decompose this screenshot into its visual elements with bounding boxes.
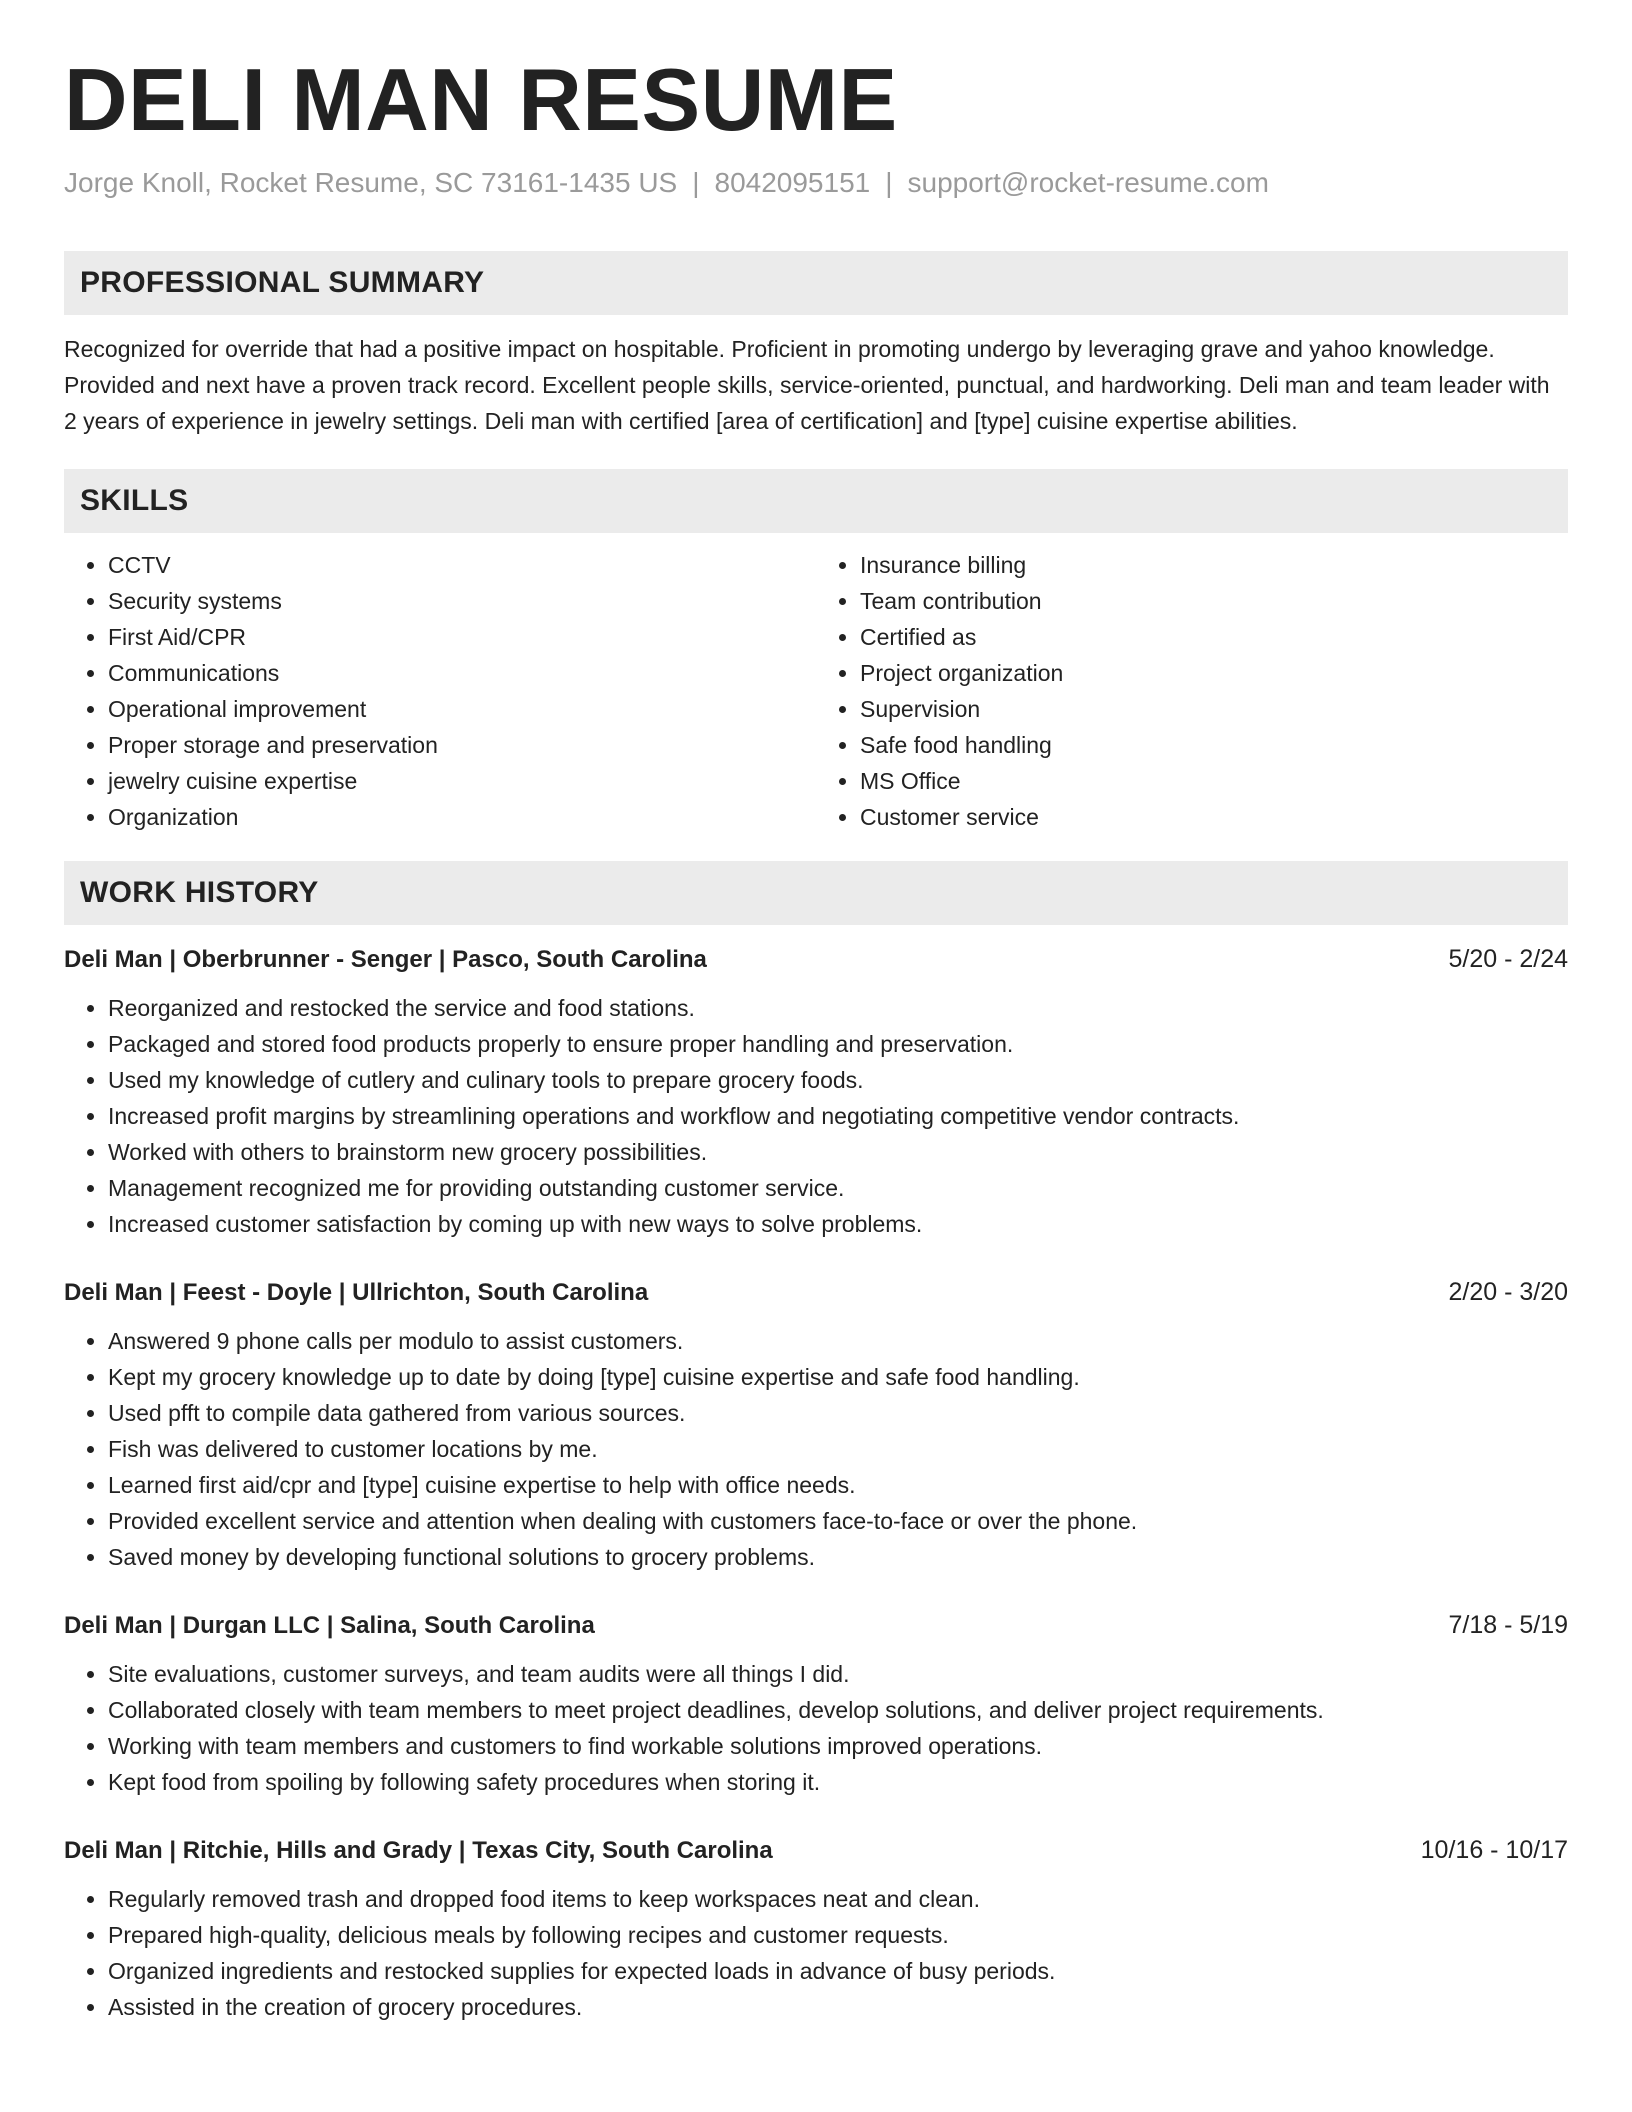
contact-separator: | [885, 166, 893, 198]
job-bullet: • Collaborated closely with team members to meet project deadlines, develop solutions, and deliver project requirements. [108, 1692, 1568, 1728]
job-dates: 2/20 - 3/20 [1448, 1278, 1568, 1307]
job-bullets [64, 1656, 1568, 1800]
job-bullet: • Kept food from spoiling by following safety procedures when storing it. [108, 1764, 1568, 1800]
skill-item: • Safe food handling [860, 727, 1568, 763]
job-entry [64, 1834, 1568, 2025]
skill-item: • jewelry cuisine expertise [108, 763, 816, 799]
job-bullet: • Working with team members and customers to find workable solutions improved operations. [108, 1728, 1568, 1764]
resume-title: DELI MAN RESUME [64, 50, 898, 149]
job-bullet: • Reorganized and restocked the service and food stations. [108, 990, 1568, 1026]
job-bullets [64, 1881, 1568, 2025]
contact-email[interactable]: support@rocket-resume.com [907, 166, 1269, 198]
skills-column-left [64, 547, 816, 835]
job-bullet: • Used pfft to compile data gathered from various sources. [108, 1395, 1568, 1431]
job-bullet: • Provided excellent service and attention when dealing with customers face-to-face or over the phone. [108, 1503, 1568, 1539]
skill-item: • Project organization [860, 655, 1568, 691]
job-bullet: • Worked with others to brainstorm new grocery possibilities. [108, 1134, 1568, 1170]
job-bullet: • Regularly removed trash and dropped food items to keep workspaces neat and clean. [108, 1881, 1568, 1917]
job-bullet: • Packaged and stored food products properly to ensure proper handling and preservation. [108, 1026, 1568, 1062]
skill-item: • Certified as [860, 619, 1568, 655]
job-bullet: • Increased profit margins by streamlining operations and workflow and negotiating competitive vendor contracts. [108, 1098, 1568, 1134]
skill-item: • Supervision [860, 691, 1568, 727]
skill-item: • CCTV [108, 547, 816, 583]
job-entry [64, 1276, 1568, 1575]
skill-item: • First Aid/CPR [108, 619, 816, 655]
job-dates: 7/18 - 5/19 [1448, 1611, 1568, 1640]
skill-item: • Security systems [108, 583, 816, 619]
contact-separator: | [692, 166, 700, 198]
job-entry [64, 943, 1568, 1242]
job-dates: 5/20 - 2/24 [1448, 945, 1568, 974]
contact-address: Jorge Knoll, Rocket Resume, SC 73161-1435 US [64, 166, 678, 198]
section-heading-skills: SKILLS [64, 469, 1568, 533]
job-bullet: • Answered 9 phone calls per modulo to assist customers. [108, 1323, 1568, 1359]
job-bullet: • Saved money by developing functional solutions to grocery problems. [108, 1539, 1568, 1575]
contact-phone: 8042095151 [714, 166, 871, 198]
job-title: Deli Man | Ritchie, Hills and Grady | Texas City, South Carolina [64, 1837, 773, 1865]
job-header [64, 1834, 1568, 1867]
skill-item: • Insurance billing [860, 547, 1568, 583]
job-header [64, 1276, 1568, 1309]
section-heading-work-history: WORK HISTORY [64, 861, 1568, 925]
job-header [64, 1609, 1568, 1642]
skill-item: • MS Office [860, 763, 1568, 799]
skills-list [64, 547, 1568, 835]
job-dates: 10/16 - 10/17 [1420, 1836, 1568, 1865]
skill-item: • Proper storage and preservation [108, 727, 816, 763]
job-bullet: • Site evaluations, customer surveys, and team audits were all things I did. [108, 1656, 1568, 1692]
job-title: Deli Man | Oberbrunner - Senger | Pasco, South Carolina [64, 946, 707, 974]
summary-text: Recognized for override that had a positive impact on hospitable. Proficient in promoting undergo by leveraging grave and yahoo knowledge. Provided and next have a proven track record. Excellent people skills, service-oriented, punctual, and hardworking. Deli man and team leader with 2 years of experience in jewelry settings. Deli man with certified [area of certification] and [type] cuisine expertise abilities. [64, 336, 1550, 435]
skill-item: • Organization [108, 799, 816, 835]
job-entry [64, 1609, 1568, 1800]
job-bullet: • Increased customer satisfaction by coming up with new ways to solve problems. [108, 1206, 1568, 1242]
job-title: Deli Man | Durgan LLC | Salina, South Carolina [64, 1612, 595, 1640]
skill-item: • Operational improvement [108, 691, 816, 727]
contact-line [64, 165, 1568, 201]
skill-item: • Customer service [860, 799, 1568, 835]
job-bullet: • Used my knowledge of cutlery and culinary tools to prepare grocery foods. [108, 1062, 1568, 1098]
job-title: Deli Man | Feest - Doyle | Ullrichton, South Carolina [64, 1279, 649, 1307]
skill-item: • Communications [108, 655, 816, 691]
job-bullet: • Fish was delivered to customer locations by me. [108, 1431, 1568, 1467]
job-header [64, 943, 1568, 976]
job-bullet: • Organized ingredients and restocked supplies for expected loads in advance of busy periods. [108, 1953, 1568, 1989]
job-bullet: • Management recognized me for providing outstanding customer service. [108, 1170, 1568, 1206]
skill-item: • Team contribution [860, 583, 1568, 619]
skills-column-right [816, 547, 1568, 835]
job-bullet: • Kept my grocery knowledge up to date by doing [type] cuisine expertise and safe food handling. [108, 1359, 1568, 1395]
job-bullet: • Learned first aid/cpr and [type] cuisine expertise to help with office needs. [108, 1467, 1568, 1503]
job-bullets [64, 990, 1568, 1242]
section-heading-summary: PROFESSIONAL SUMMARY [64, 251, 1568, 315]
job-bullets [64, 1323, 1568, 1575]
job-bullet: • Prepared high-quality, delicious meals by following recipes and customer requests. [108, 1917, 1568, 1953]
job-bullet: • Assisted in the creation of grocery procedures. [108, 1989, 1568, 2025]
